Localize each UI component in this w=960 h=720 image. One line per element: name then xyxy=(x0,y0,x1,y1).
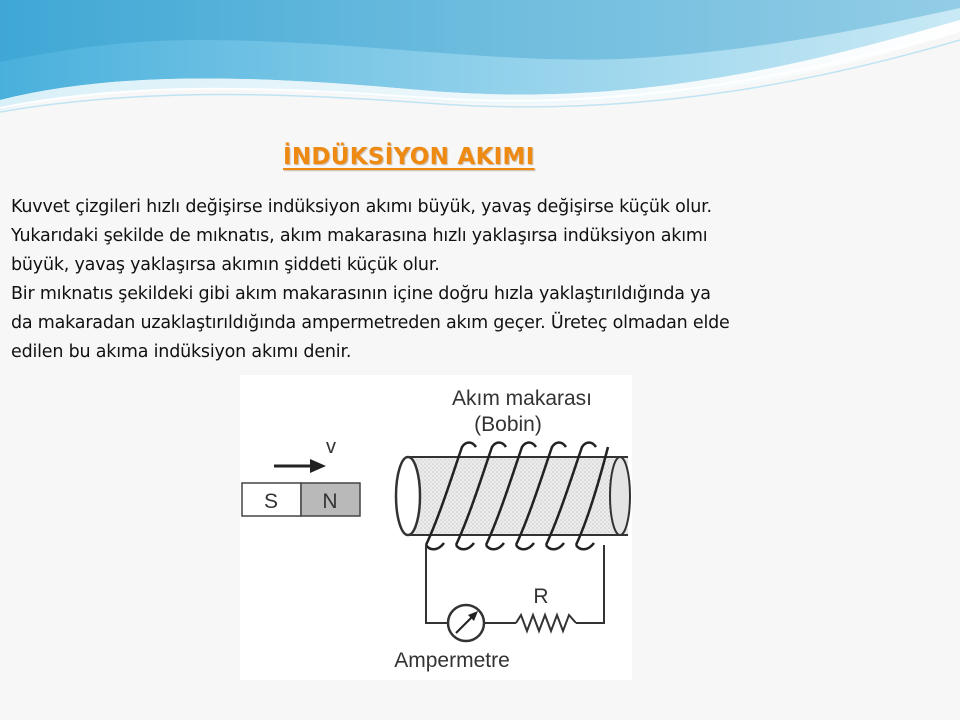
bar-magnet xyxy=(242,483,360,516)
body-paragraph xyxy=(11,193,956,367)
induction-diagram xyxy=(240,375,632,680)
ammeter-label: Ampermetre xyxy=(394,649,510,672)
paragraph-line: Yukarıdaki şekilde de mıknatıs, akım makarasına hızlı yaklaşırsa indüksiyon akımı xyxy=(11,226,708,246)
magnet-north-label: N xyxy=(322,490,338,513)
resistor-icon xyxy=(516,615,576,631)
coil-bobin xyxy=(396,443,630,550)
coil-label-line2: (Bobin) xyxy=(474,413,542,436)
paragraph-line: da makaradan uzaklaştırıldığında ampermetreden akım geçer. Üreteç olmadan elde xyxy=(11,313,730,333)
velocity-arrow-icon xyxy=(274,459,326,473)
paragraph-line: edilen bu akıma indüksiyon akımı denir. xyxy=(11,342,352,362)
induction-diagram-svg xyxy=(240,375,632,680)
paragraph-line: Bir mıknatıs şekildeki gibi akım makarasının içine doğru hızla yaklaştırıldığında ya xyxy=(11,284,711,304)
slide-title: İNDÜKSİYON AKIMI xyxy=(283,144,535,170)
ammeter-icon xyxy=(448,605,484,641)
header-wave-decoration xyxy=(0,0,960,120)
paragraph-line: büyük, yavaş yaklaşırsa akımın şiddeti küçük olur. xyxy=(11,255,440,275)
velocity-label: v xyxy=(326,436,336,458)
paragraph-line: Kuvvet çizgileri hızlı değişirse indüksiyon akımı büyük, yavaş değişirse küçük olur. xyxy=(11,197,712,217)
magnet-south-label: S xyxy=(263,490,279,513)
resistor-label: R xyxy=(533,585,549,608)
coil-label-line1: Akım makarası xyxy=(451,387,593,410)
